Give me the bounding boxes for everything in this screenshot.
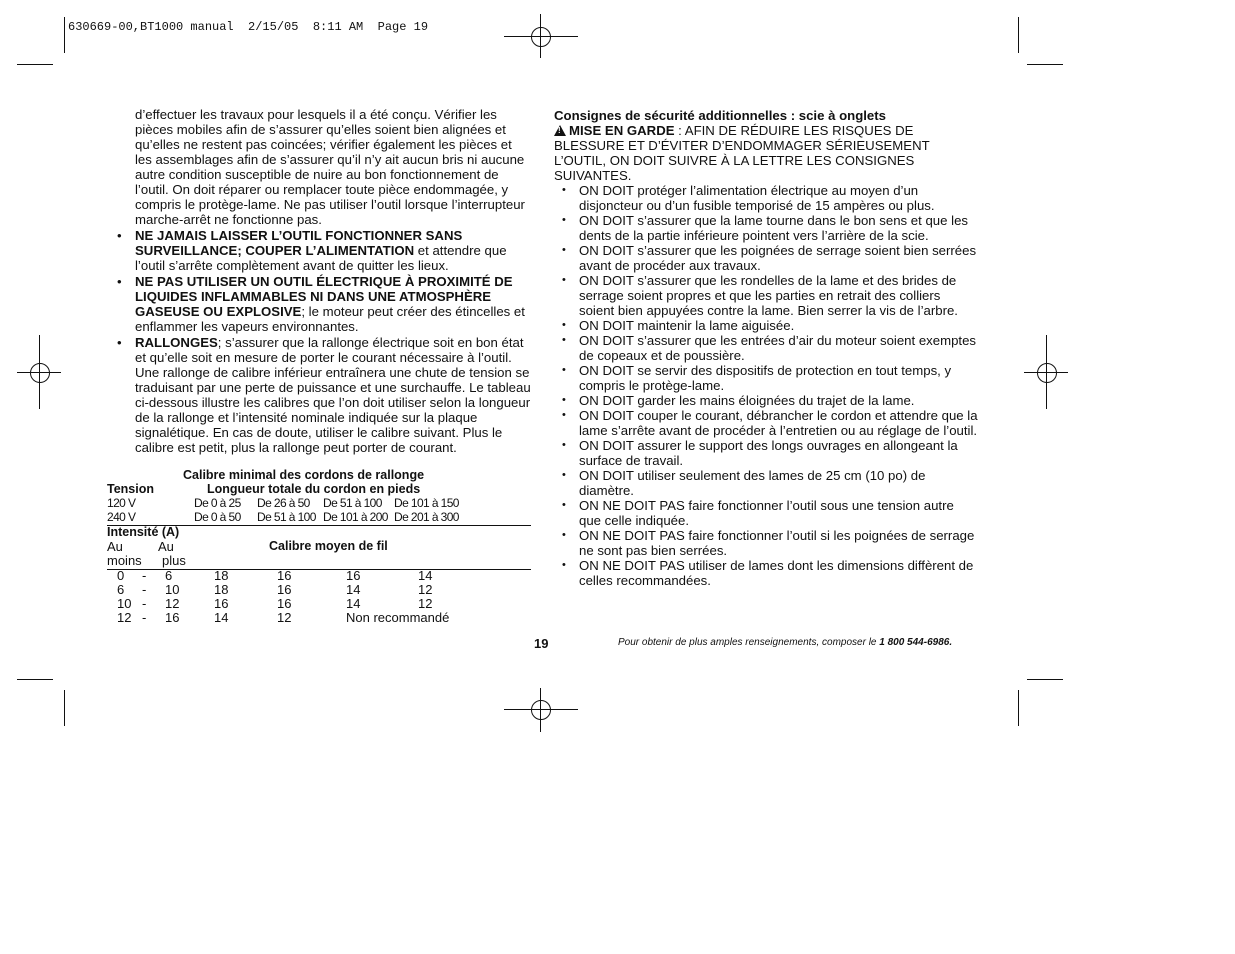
list-item: • ON NE DOIT PAS utiliser de lames dont les dimensions diffèrent de celles recommandées. <box>562 558 974 588</box>
table-cell: 12 <box>418 596 433 611</box>
safety-list <box>554 183 979 588</box>
right-column <box>554 108 979 588</box>
list-item: • ON DOIT couper le courant, débrancher le cordon et attendre que la lame s’arrête avant de procéder à l’entretien ou au réglage de l’outil. <box>562 408 978 438</box>
table-cell: De 26 à 50 <box>257 496 310 510</box>
row-120-voltage: 120 V <box>107 496 136 510</box>
intro-paragraph: d’effectuer les travaux pour lesquels il a été conçu. Vérifier les pièces mobiles afin de s’assurer qu’elles soient bien alignées et qu’elles ne restent pas coincées; vérifier également les pièces et les assemblages afin de s’assurer qu’il n’y ait aucun bris ni aucune autre condition susceptible de nuire au bon fonctionnement de l’outil. On doit réparer ou remplacer toute pièce endommagée, y compris le protège-lame. Ne pas utiliser l’outil lorsque l’interrupteur marche-arrêt ne fonctionne pas. <box>135 107 525 227</box>
table-cell: De 101 à 200 <box>323 510 388 524</box>
bullet-extension: • RALLONGES; s’assurer que la rallonge électrique soit en bon état et qu’elle soit en mesure de porter le courant nécessaire à l’outil. Une rallonge de calibre inférieur entraînera une chute de tension se traduisant par une perte de puissance et une surchauffe. Le tableau ci-dessous illustre les calibres que l’on doit utiliser selon la longueur de la rallonge et l’intensité nominale indiquée sur la plaque signalétique. En cas de doute, utiliser le calibre suivant. Plus le calibre est petit, plus la rallonge peut porter de courant. <box>117 335 531 455</box>
page-number: 19 <box>534 636 549 651</box>
left-column <box>107 107 531 455</box>
list-item: • ON DOIT s’assurer que les entrées d’air du moteur soient exemptes de copeaux et de poussière. <box>562 333 977 363</box>
table-cell: - <box>142 582 147 597</box>
list-item: • ON NE DOIT PAS faire fonctionner l’outil sous une tension autre que celle indiquée. <box>562 498 954 528</box>
list-item: • ON DOIT garder les mains éloignées du trajet de la lame. <box>562 393 915 408</box>
bullet-unattended: • NE JAMAIS LAISSER L’OUTIL FONCTIONNER SANS SURVEILLANCE; COUPER L’ALIMENTATION et attendre que l’outil s’arrête complètement avant de quitter les lieux. <box>117 228 507 273</box>
row-240-voltage: 240 V <box>107 510 136 524</box>
warning-triangle-icon <box>554 125 566 136</box>
table-cell: De 101 à 150 <box>394 496 459 510</box>
moins-label: moins <box>107 553 142 568</box>
table-cell: 12 <box>165 596 180 611</box>
au-label-2: Au <box>158 539 174 554</box>
table-cell: 0 <box>117 568 125 583</box>
list-item: • ON NE DOIT PAS faire fonctionner l’outil si les poignées de serrage ne sont pas bien serrées. <box>562 528 975 558</box>
table-cell: 10 <box>117 596 132 611</box>
list-item: • ON DOIT s’assurer que la lame tourne dans le bon sens et que les dents de la partie inférieure pointent vers l’arrière de la scie. <box>562 213 968 243</box>
list-item: • ON DOIT maintenir la lame aiguisée. <box>562 318 795 333</box>
table-cell: 14 <box>346 596 361 611</box>
section-heading: Consignes de sécurité additionnelles : scie à onglets <box>554 108 886 123</box>
table-cell: 12 <box>418 582 433 597</box>
table-cell: De 51 à 100 <box>323 496 382 510</box>
table-cell: 12 <box>277 610 292 625</box>
table-cell: 16 <box>277 596 292 611</box>
table-cell: De 0 à 50 <box>194 510 241 524</box>
bullet-flammable: • NE PAS UTILISER UN OUTIL ÉLECTRIQUE À PROXIMITÉ DE LIQUIDES INFLAMMABLES NI DANS UNE ATMOSPHÈRE GASEUSE OU EXPLOSIVE; le moteur peut créer des étincelles et enflammer les vapeurs environnantes. <box>117 274 525 334</box>
table-cell: 12 <box>117 610 132 625</box>
table-cell: Non recommandé <box>346 610 450 625</box>
length-label: Longueur totale du cordon en pieds <box>207 482 421 496</box>
table-cell: 14 <box>214 610 229 625</box>
list-item: • ON DOIT se servir des dispositifs de protection en tout temps, y compris le protège-lame. <box>562 363 952 393</box>
table-cell: 14 <box>346 582 361 597</box>
table-cell: De 51 à 100 <box>257 510 316 524</box>
au-label-1: Au <box>107 539 123 554</box>
table-cell: - <box>142 596 147 611</box>
table-cell: De 0 à 25 <box>194 496 241 510</box>
table-cell: 6 <box>117 582 125 597</box>
table-cell: 16 <box>214 596 229 611</box>
table-title: Calibre minimal des cordons de rallonge <box>183 468 425 482</box>
tension-label: Tension <box>107 482 154 496</box>
intensity-label: Intensité (A) <box>107 525 180 539</box>
print-slug: 630669-00,BT1000 manual 2/15/05 8:11 AM Page 19 <box>68 20 429 34</box>
table-cell: - <box>142 568 147 583</box>
table-cell: 10 <box>165 582 180 597</box>
plus-label: plus <box>162 553 186 568</box>
table-cell: 16 <box>277 568 292 583</box>
footer-note: Pour obtenir de plus amples renseignements, composer le 1 800 544-6986. <box>618 637 953 648</box>
table-cell: 16 <box>346 568 361 583</box>
gauge-label: Calibre moyen de fil <box>269 539 388 553</box>
table-cell: 18 <box>214 568 229 583</box>
table-cell: 6 <box>165 568 173 583</box>
table-cell: De 201 à 300 <box>394 510 459 524</box>
list-item: • ON DOIT utiliser seulement des lames de 25 cm (10 po) de diamètre. <box>562 468 926 498</box>
list-item: • ON DOIT assurer le support des longs ouvrages en allongeant la surface de travail. <box>562 438 958 468</box>
table-cell: - <box>142 610 147 625</box>
list-item: • ON DOIT s’assurer que les rondelles de la lame et des brides de serrage soient propres et que les parties en retrait des colliers soient bien appuyées contre la lame. Bien serrer la vis de l’arbre. <box>562 273 958 318</box>
table-cell: 18 <box>214 582 229 597</box>
list-item: • ON DOIT protéger l’alimentation électrique au moyen d’un disjoncteur ou d’un fusible temporisé de 15 ampères ou plus. <box>562 183 935 213</box>
table-cell: 16 <box>277 582 292 597</box>
list-item: • ON DOIT s’assurer que les poignées de serrage soient bien serrées avant de procéder aux travaux. <box>562 243 977 273</box>
table-cell: 14 <box>418 568 433 583</box>
warning-paragraph: !MISE EN GARDE : AFIN DE RÉDUIRE LES RISQUES DE BLESSURE ET D’ÉVITER D’ENDOMMAGER SÉRIEUSEMENT L’OUTIL, ON DOIT SUIVRE À LA LETTRE LES CONSIGNES SUIVANTES. <box>554 123 979 183</box>
table-cell: 16 <box>165 610 180 625</box>
